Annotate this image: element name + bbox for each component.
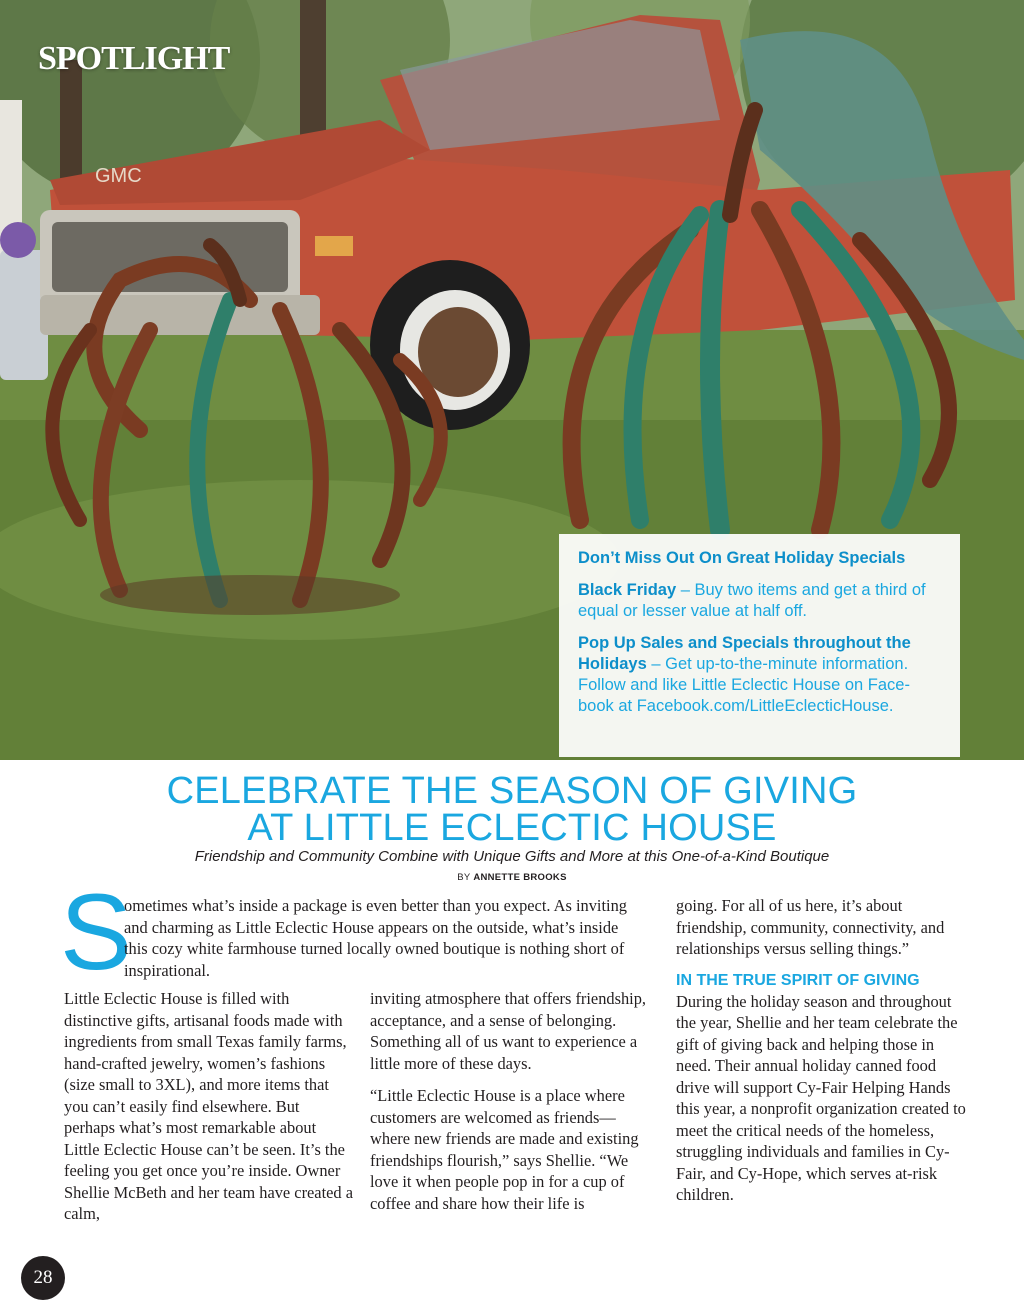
paragraph: “Little Eclectic House is a place where customers are welcomed as friends—where new friends are made and existing friendships flourish,” says Shellie. “We love it when people pop in for a cup of coffee and share how their life is [370, 1086, 639, 1213]
paragraph: inviting atmosphere that offers friendship, acceptance, and a sense of belonging. Something all of us want to experience a little more of these days. [370, 989, 646, 1073]
lead-paragraph [124, 895, 644, 992]
article-headline [0, 770, 1024, 849]
paragraph: Little Eclectic House is filled with distinctive gifts, artisanal foods made with ingredients from small Texas family farms, hand-crafted jewelry, women’s fashions (size small to 3XL), and more items that you can’t easily find elsewhere. But perhaps what’s most remarkable about Little Eclectic House can’t be seen. It’s the feeling you get once you’re inside. Owner Shellie McBeth and her team have created a calm, [64, 989, 353, 1223]
sidebar-item-pop-up-sales [578, 633, 940, 717]
holiday-specials-box [559, 534, 960, 757]
sidebar-heading: Don’t Miss Out On Great Holiday Specials [578, 549, 906, 567]
column-3 [676, 895, 971, 1217]
sidebar-item-text: – Get up-to-the-minute information. Follow and like Little Eclectic House on Face-book at Facebook.com/LittleEclecticHouse. [578, 655, 910, 715]
sidebar-item-black-friday [578, 580, 940, 622]
byline-author: ANNETTE BROOKS [473, 872, 567, 883]
sidebar-item-title: Pop Up Sales and Specials throughout the Holidays [578, 634, 911, 673]
sidebar-item-title: Black Friday [578, 581, 677, 599]
column-1 [64, 988, 354, 1236]
article-deck: Friendship and Community Combine with Unique Gifts and More at this One-of-a-Kind Boutique [194, 848, 830, 865]
paragraph: During the holiday season and throughout the year, Shellie and her team celebrate the gift of giving back and helping those in need. Their annual holiday canned food drive will support Cy-Fair Helping Hands this year, a nonprofit organization created to meet the critical needs of the homeless, struggling individuals and families in Cy-Fair, and Cy-Hope, which serves at-risk children. [676, 991, 966, 1204]
page-number: 28 [21, 1256, 65, 1300]
paragraph: going. For all of us here, it’s about friendship, community, connectivity, and relationships versus selling things.” [676, 896, 945, 958]
headline-line-1: CELEBRATE THE SEASON OF GIVING [166, 770, 858, 812]
truck-badge: GMC [95, 165, 142, 187]
column-2 [370, 988, 650, 1225]
drop-cap: S [60, 871, 133, 992]
headline-line-2: AT LITTLE ECLECTIC HOUSE [247, 807, 777, 849]
byline-prefix: BY [457, 872, 474, 883]
sidebar-item-text: – Buy two items and get a third of equal or lesser value at half off. [578, 581, 926, 620]
subhead: IN THE TRUE SPIRIT OF GIVING [676, 971, 920, 989]
byline [0, 872, 1024, 883]
paragraph: ometimes what’s inside a package is even better than you expect. As inviting and charming as Little Eclectic House appears on the outside, what’s inside this cozy white farmhouse turned locally owned boutique is nothing short of inspirational. [124, 896, 627, 980]
section-label: SPOTLIGHT [38, 40, 230, 77]
